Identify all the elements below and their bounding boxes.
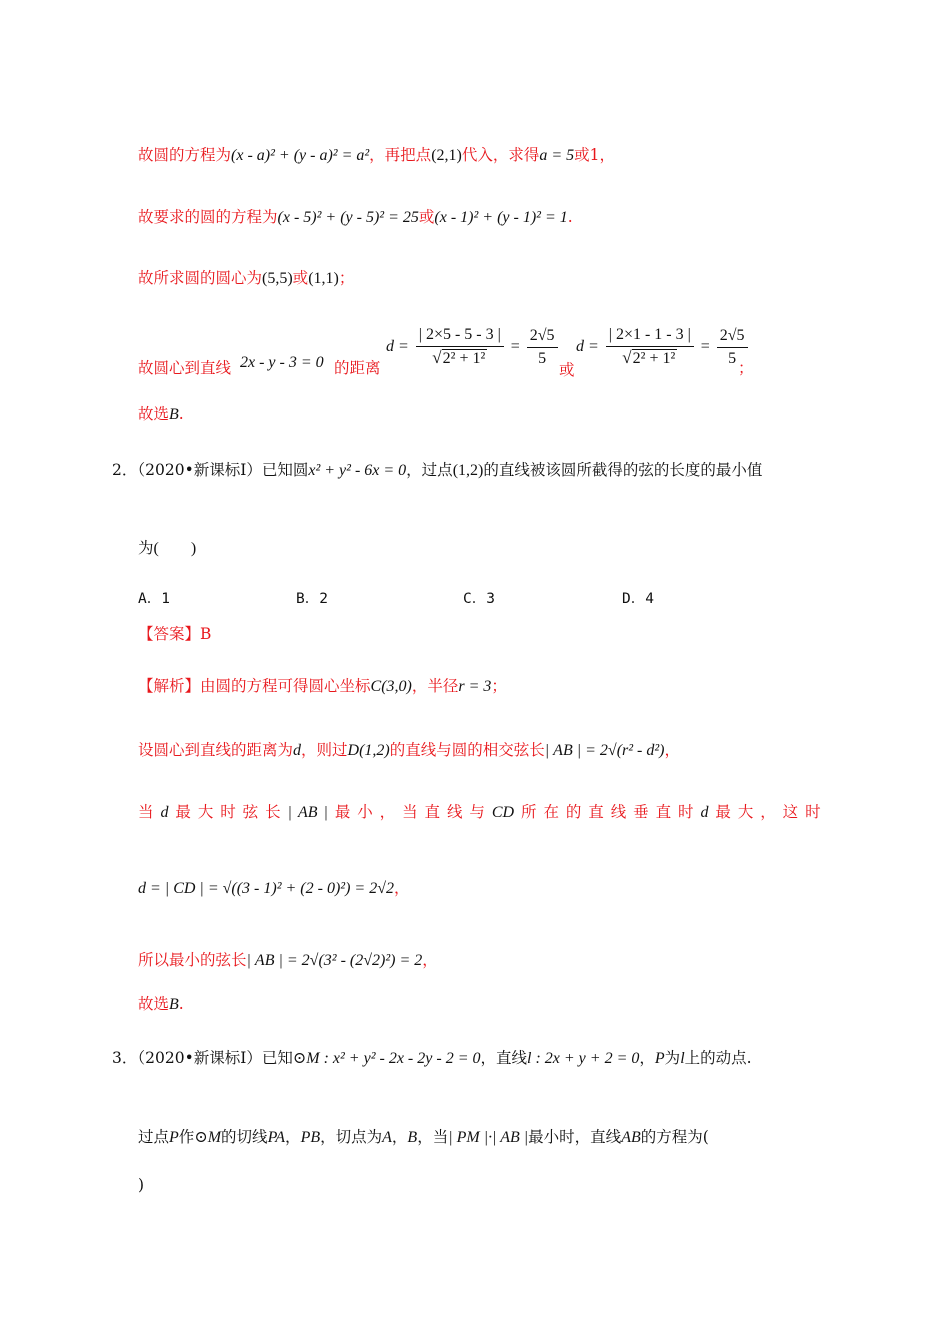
text: ，当	[417, 1128, 449, 1146]
text: .	[178, 405, 184, 423]
text: 所 在 的 直 线 垂 直 时	[521, 803, 694, 821]
analysis-line-5	[138, 948, 438, 970]
text: 所以最小的弦长	[138, 951, 247, 969]
math-eq: =	[510, 338, 520, 355]
math-center-2: (1,1)	[308, 270, 339, 287]
denominator: √2² + 1²	[622, 348, 676, 367]
option-d: D．4	[622, 591, 654, 607]
math-d: d	[700, 804, 709, 821]
text: 当	[138, 803, 154, 821]
math-circle-equation: (x - a)² + (y - a)² = a²	[231, 147, 370, 164]
analysis-choose-b	[138, 992, 184, 1014]
text: 或	[292, 269, 309, 287]
text: .	[567, 208, 573, 226]
denominator: √2² + 1²	[432, 348, 486, 367]
text: ，	[394, 879, 410, 897]
distance-formula-1	[386, 324, 560, 370]
text: 或	[418, 208, 435, 226]
math-circle-m: ⊙M : x² + y² - 2x - 2y - 2 = 0	[292, 1050, 481, 1067]
question-3-line-2	[138, 1125, 709, 1147]
question-source: （2020•新课标Ⅰ）已知圆	[137, 461, 309, 479]
text: 代入，求得	[461, 146, 540, 164]
answer-blank-close: )	[138, 1176, 145, 1194]
math-pa: PA	[267, 1129, 286, 1146]
math-cd: CD	[491, 804, 515, 821]
math-choice: B	[169, 996, 179, 1013]
denominator: 5	[728, 349, 737, 367]
text: 1，	[589, 146, 616, 164]
math-circle: ⊙M	[194, 1129, 222, 1146]
analysis-line-1	[138, 674, 507, 696]
analysis-line-4	[138, 876, 410, 898]
text: 最 大 ， 这 时	[715, 803, 821, 821]
option-a: A．1	[138, 591, 170, 607]
option-c: C．3	[463, 591, 495, 607]
math-ab: | AB |	[287, 804, 328, 821]
text: ，过点	[406, 461, 453, 479]
question-2-cont	[138, 535, 196, 558]
math-l: l	[680, 1050, 685, 1067]
math-choice: B	[169, 406, 179, 423]
text: ，	[285, 1128, 301, 1146]
text: 为	[664, 1049, 681, 1067]
question-source: （2020•新课标Ⅰ）已知	[137, 1049, 293, 1067]
answer-tag: 【答案】	[138, 625, 201, 643]
text: 为	[138, 539, 154, 557]
text: ，则过	[301, 741, 348, 759]
text: 最 大 时 弦 长	[175, 803, 281, 821]
denominator: 5	[538, 349, 547, 367]
analysis-line-2	[138, 738, 680, 760]
text: 故要求的圆的方程为	[138, 208, 278, 226]
numerator: 2√5	[717, 325, 748, 348]
text: 的直线被该圆所截得的弦的长度的最小值	[483, 461, 763, 479]
question-3-line-3	[138, 1176, 144, 1194]
math-equation-1: (x - 5)² + (y - 5)² = 25	[277, 209, 419, 226]
text: 的直线与圆的相交弦长	[389, 741, 545, 759]
math-product: | PM |·| AB |	[448, 1129, 529, 1146]
text: ，直线	[480, 1049, 527, 1067]
question-3	[112, 1046, 752, 1068]
fraction	[416, 324, 504, 370]
text: 故选	[138, 995, 170, 1013]
answer	[138, 622, 211, 644]
math-center: C(3,0)	[370, 678, 412, 695]
text: ，	[391, 1128, 408, 1146]
text: .	[178, 995, 184, 1013]
text: ；	[738, 359, 754, 377]
text: ；	[491, 677, 507, 695]
radicand: 2² + 1²	[442, 350, 486, 367]
text: 的方程为(	[640, 1128, 709, 1146]
math-chord-length: | AB | = 2√(r² - d²)	[544, 742, 665, 759]
math-d: d	[160, 804, 169, 821]
math-a-value: a = 5	[539, 147, 575, 164]
numerator: 2√5	[527, 325, 558, 348]
fraction	[606, 324, 694, 370]
text: 故所求圆的圆心为	[138, 269, 263, 287]
math-equation-2: (x - 1)² + (y - 1)² = 1	[434, 209, 568, 226]
text: 的切线	[221, 1128, 268, 1146]
numerator: | 2×1 - 1 - 3 |	[606, 324, 694, 347]
text: 或	[559, 361, 575, 379]
fraction	[527, 325, 558, 370]
solution-line-circle-equation	[138, 143, 615, 165]
radicand: 2² + 1²	[632, 350, 676, 367]
math-center-1: (5,5)	[262, 270, 293, 287]
analysis-line-3	[138, 800, 821, 822]
text: 故圆的方程为	[138, 146, 232, 164]
math-point: (1,2)	[452, 462, 484, 479]
math-radius: r = 3	[458, 678, 492, 695]
math-ab: AB	[621, 1129, 641, 1146]
text: 的距离	[334, 359, 381, 377]
distance-formula-2	[576, 324, 750, 370]
text: 上的动点.	[684, 1049, 752, 1067]
math-line: 2x - y - 3 = 0	[240, 354, 324, 371]
math-d: d	[293, 742, 302, 759]
text: ，半径	[411, 677, 459, 695]
math-line-l: l : 2x + y + 2 = 0	[527, 1050, 640, 1067]
math-lhs: d =	[386, 338, 409, 355]
math-eq: =	[700, 338, 710, 355]
text: 由圆的方程可得圆心坐标	[200, 677, 371, 695]
solution-line-centers	[138, 266, 354, 288]
text: 故圆心到直线	[138, 359, 232, 377]
solution-choose-b	[138, 402, 184, 424]
text: 最 小 ， 当 直 线 与	[334, 803, 485, 821]
numerator: | 2×5 - 5 - 3 |	[416, 324, 504, 347]
math-distance-cd: d = | CD | = √((3 - 1)² + (2 - 0)²) = 2√2	[138, 880, 394, 897]
question-number: 3．	[112, 1049, 138, 1067]
math-point: (2,1)	[431, 147, 462, 164]
math-lhs: d =	[576, 338, 599, 355]
text: 作	[178, 1128, 195, 1146]
math-circle: x² + y² - 6x = 0	[308, 462, 407, 479]
option-b: B．2	[296, 591, 328, 607]
math-pb: PB	[300, 1129, 321, 1146]
text: 故选	[138, 405, 170, 423]
text: ，切点为	[320, 1128, 383, 1146]
text: ，	[639, 1049, 655, 1067]
text: ，	[422, 951, 438, 969]
solution-line-required-equations	[138, 205, 573, 227]
text: 设圆心到直线的距离为	[138, 741, 294, 759]
math-p: P	[654, 1050, 665, 1067]
text: ，	[664, 741, 681, 759]
text: 或	[574, 146, 590, 164]
answer-blank: ( )	[153, 540, 197, 557]
question-number: 2．	[112, 461, 138, 479]
answer-value: B	[200, 625, 212, 643]
math-b: B	[407, 1129, 418, 1146]
question-2	[112, 458, 762, 480]
math-min-chord: | AB | = 2√(3² - (2√2)²) = 2	[246, 952, 423, 969]
text: 最小时，直线	[528, 1128, 622, 1146]
text: ，再把点	[369, 146, 432, 164]
math-p: P	[169, 1129, 179, 1146]
analysis-tag: 【解析】	[138, 677, 201, 695]
math-a: A	[382, 1129, 392, 1146]
text: 过点	[138, 1128, 170, 1146]
text: ；	[338, 269, 355, 287]
math-point-d: D(1,2)	[347, 742, 390, 759]
